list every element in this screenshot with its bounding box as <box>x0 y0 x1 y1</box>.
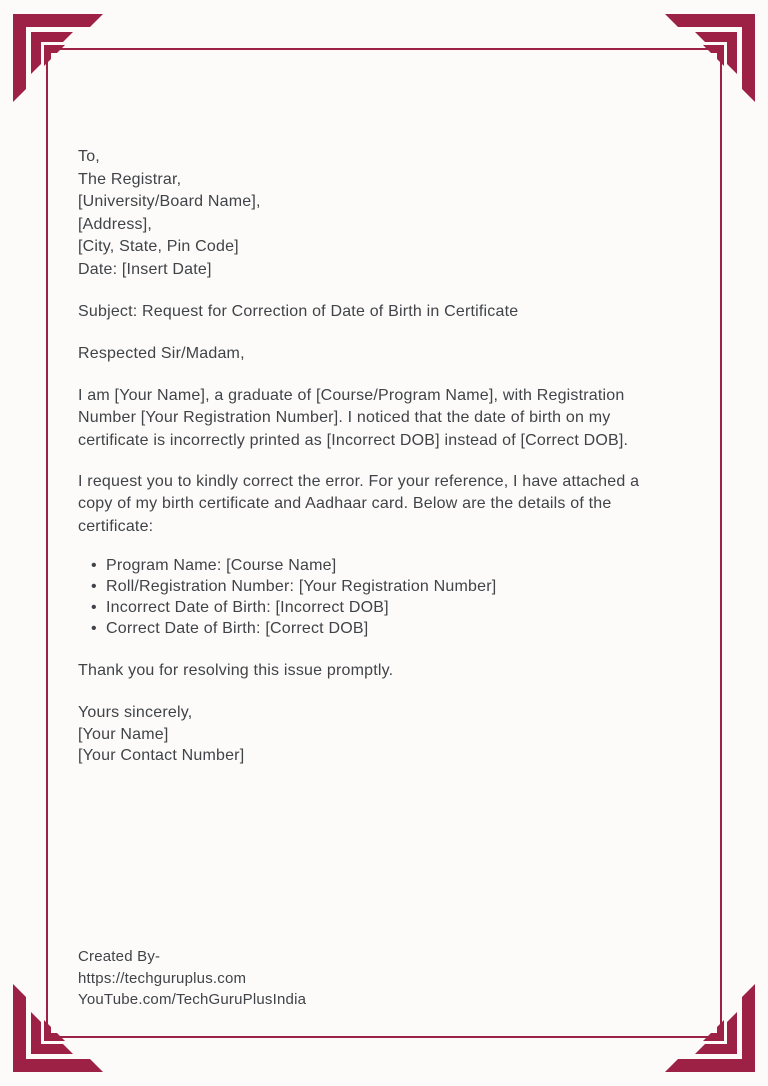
corner-ornament-bottom-right <box>665 984 755 1072</box>
corner-ornament-top-right <box>665 14 755 102</box>
signoff-line: Yours sincerely, <box>78 703 193 721</box>
recipient-line: To, <box>78 148 100 165</box>
recipient-address-block <box>78 146 698 282</box>
recipient-line: [University/Board Name], <box>78 193 261 211</box>
corner-ornament-top-left <box>13 14 103 102</box>
paragraph-line: certificate is incorrectly printed as [Incorrect DOB] instead of [Correct DOB]. <box>78 431 629 449</box>
youtube-url-text: YouTube.com/TechGuruPlusIndia <box>78 991 307 1009</box>
signoff-line: [Your Contact Number] <box>78 747 245 765</box>
recipient-line: [Address], <box>78 215 153 233</box>
date-line: Date: [Insert Date] <box>78 260 212 278</box>
list-item: • Incorrect Date of Birth: [Incorrect DOB] <box>78 597 698 618</box>
footer-credit <box>78 946 306 1011</box>
list-item: • Program Name: [Course Name] <box>78 555 698 576</box>
recipient-line: The Registrar, <box>78 170 182 188</box>
list-item: • Correct Date of Birth: [Correct DOB] <box>78 618 698 639</box>
created-by-label: Created By- <box>78 948 161 965</box>
paragraph-intro <box>78 385 698 453</box>
list-item: • Roll/Registration Number: [Your Registration Number] <box>78 576 698 597</box>
certificate-details-list <box>78 555 698 639</box>
recipient-line: [City, State, Pin Code] <box>78 238 239 256</box>
signoff-block <box>78 702 698 767</box>
paragraph-line: I am [Your Name], a graduate of [Course/Program Name], with Registration <box>78 386 625 404</box>
paragraph-line: Number [Your Registration Number]. I noticed that the date of birth on my <box>78 409 611 427</box>
salutation: Respected Sir/Madam, <box>78 345 245 363</box>
subject-line: Subject: Request for Correction of Date of Birth in Certificate <box>78 302 519 320</box>
letter-body <box>78 146 698 767</box>
website-url-text: https://techguruplus.com <box>78 969 247 987</box>
paragraph-request <box>78 471 698 539</box>
paragraph-line: certificate: <box>78 517 154 535</box>
paragraph-line: copy of my birth certificate and Aadhaar card. Below are the details of the <box>78 495 612 513</box>
paragraph-line: I request you to kindly correct the error. For your reference, I have attached a <box>78 472 640 490</box>
signoff-line: [Your Name] <box>78 725 169 743</box>
closing-thanks: Thank you for resolving this issue promptly. <box>78 662 394 680</box>
